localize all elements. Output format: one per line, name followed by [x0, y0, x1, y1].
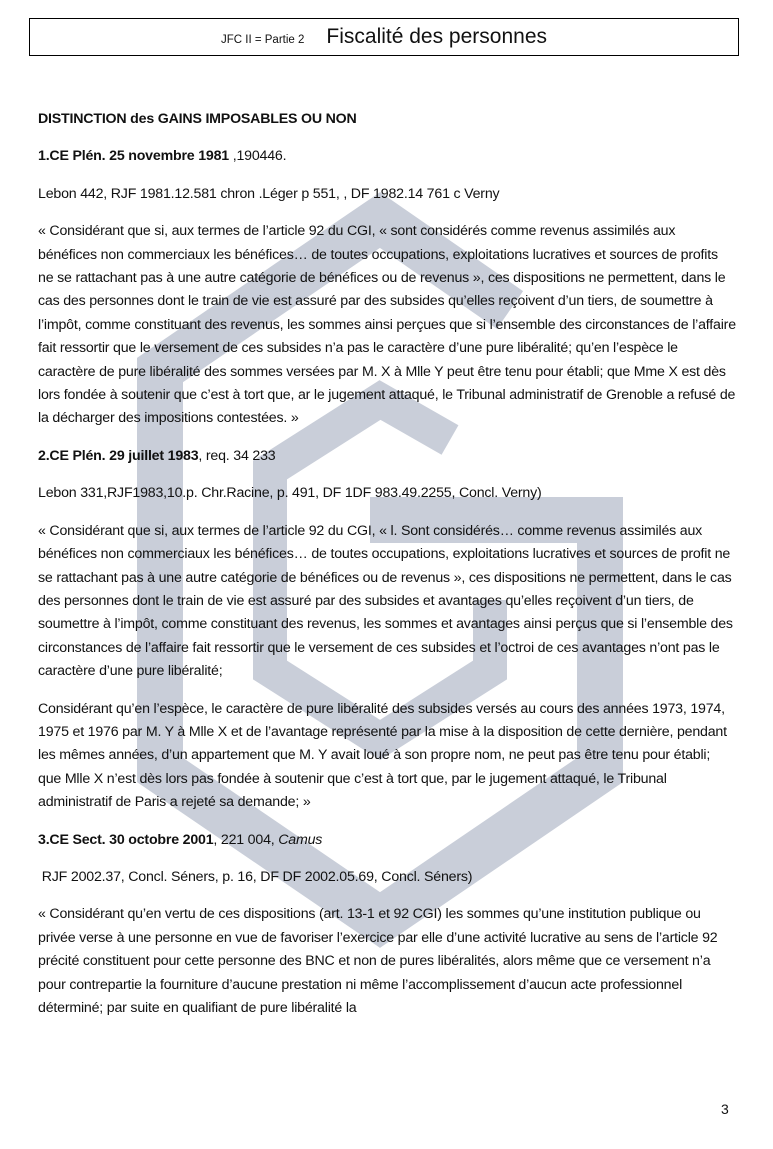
case-1-heading	[38, 145, 736, 168]
case-3-heading-italic: Camus	[278, 831, 323, 848]
case-1-reference: Lebon 442, RJF 1981.12.581 chron .Léger p 551, , DF 1982.14 761 c Verny	[38, 185, 500, 202]
case-2-heading-bold: 2.CE Plén. 29 juillet 1983	[38, 447, 199, 464]
header-title: Fiscalité des personnes	[326, 25, 548, 48]
case-3-heading	[38, 829, 736, 852]
case-3-heading-bold: 3.CE Sect. 30 octobre 2001	[38, 831, 214, 848]
page-header	[29, 18, 739, 56]
header-subtitle: JFC II = Partie 2	[220, 33, 305, 46]
case-1-quote: « Considérant que si, aux termes de l’article 92 du CGI, « sont considérés comme revenus assimilés aux bénéfices non commerciaux les bénéfices… de toutes occupations, exploitations lucratives et sources de profits ne se rattachant pas à une autre catégorie de bénéfices ou de revenus », ces dispositions ne permettent, dans le cas des personnes dont le train de vie est assuré par des subsides qu’elles reçoivent d’un tiers, de soumettre à l’impôt, comme constituant des revenus, les sommes ainsi perçues que si l’ensemble des circonstances de l’affaire fait ressortir que le versement de ces subsides n’a pas le caractère d’une pure libéralité; qu’en l’espèce le caractère de pure libéralité des sommes versées par M. X à Mlle Y peut être tenu pour établi; que Mme X est dès lors fondée à soutenir que c’est à tort que, ar le jugement attaqué, le Tribunal administratif de Grenoble a refusé de la décharger des impositions contestées. »	[38, 223, 736, 427]
section-title: DISTINCTION des GAINS IMPOSABLES OU NON	[38, 111, 357, 127]
case-1-heading-rest: ,190446.	[228, 148, 287, 165]
document-body	[38, 108, 736, 1034]
case-2-quote-1: « Considérant que si, aux termes de l’article 92 du CGI, « l. Sont considérés… comme revenus assimilés aux bénéfices non commerciaux les bénéfices… de toutes occupations, exploitations lucratives et sources de profit ne se rattachant pas à une autre catégorie de bénéfices ou de revenus », ces dispositions ne permettent, dans le cas des personnes dont le train de vie est assuré par des subsides et avantages qu’elles reçoivent d’un tiers, de soumettre à l’impôt, comme constituant des revenus, les sommes et avantages ainsi perçus que si l’ensemble des circonstances de l’affaire fait ressortir que le versement de ces subsides et l’octroi de ces avantages n’ont pas le caractère d’une pure libéralité;	[38, 522, 733, 680]
case-2-heading-rest: , req. 34 233	[198, 447, 276, 464]
case-2-quote-2: Considérant qu’en l’espèce, le caractère de pure libéralité des subsides versés au cours des années 1973, 1974, 1975 et 1976 par M. Y à Mlle X et de l’avantage représenté par la mise à la disposition de cette dernière, pendant les mêmes années, d’un appartement que M. Y avait loué à son propre nom, ne peut pas être tenu pour établi; que Mlle X n’est dès lors pas fondée à soutenir que c’est à tort que, par le jugement attaqué, le Tribunal administratif de Paris a rejeté sa demande; »	[38, 700, 727, 811]
case-2-reference: Lebon 331,RJF1983,10.p. Chr.Racine, p. 491, DF 1DF 983.49.2255, Concl. Verny)	[38, 485, 542, 502]
case-2-heading	[38, 445, 736, 468]
page-number: 3	[721, 1101, 729, 1117]
case-1-heading-bold: 1.CE Plén. 25 novembre 1981	[38, 148, 229, 165]
case-3-heading-rest: , 221 004,	[213, 831, 279, 848]
case-3-quote: « Considérant qu’en vertu de ces dispositions (art. 13-1 et 92 CGI) les sommes qu’une institution publique ou privée verse à une personne en vue de favoriser l’exercice par elle d’une activité lucrative au sens de l’article 92 précité constituent pour cette personne des BNC et non de pures libéralités, alors même que ce versement n’a pour contrepartie la fourniture d’aucune prestation ni même l’accomplissement d’aucun acte professionnel déterminé; par suite en qualifiant de pure libéralité la	[38, 906, 718, 1016]
case-3-reference: RJF 2002.37, Concl. Séners, p. 16, DF DF 2002.05.69, Concl. Séners)	[38, 868, 473, 885]
